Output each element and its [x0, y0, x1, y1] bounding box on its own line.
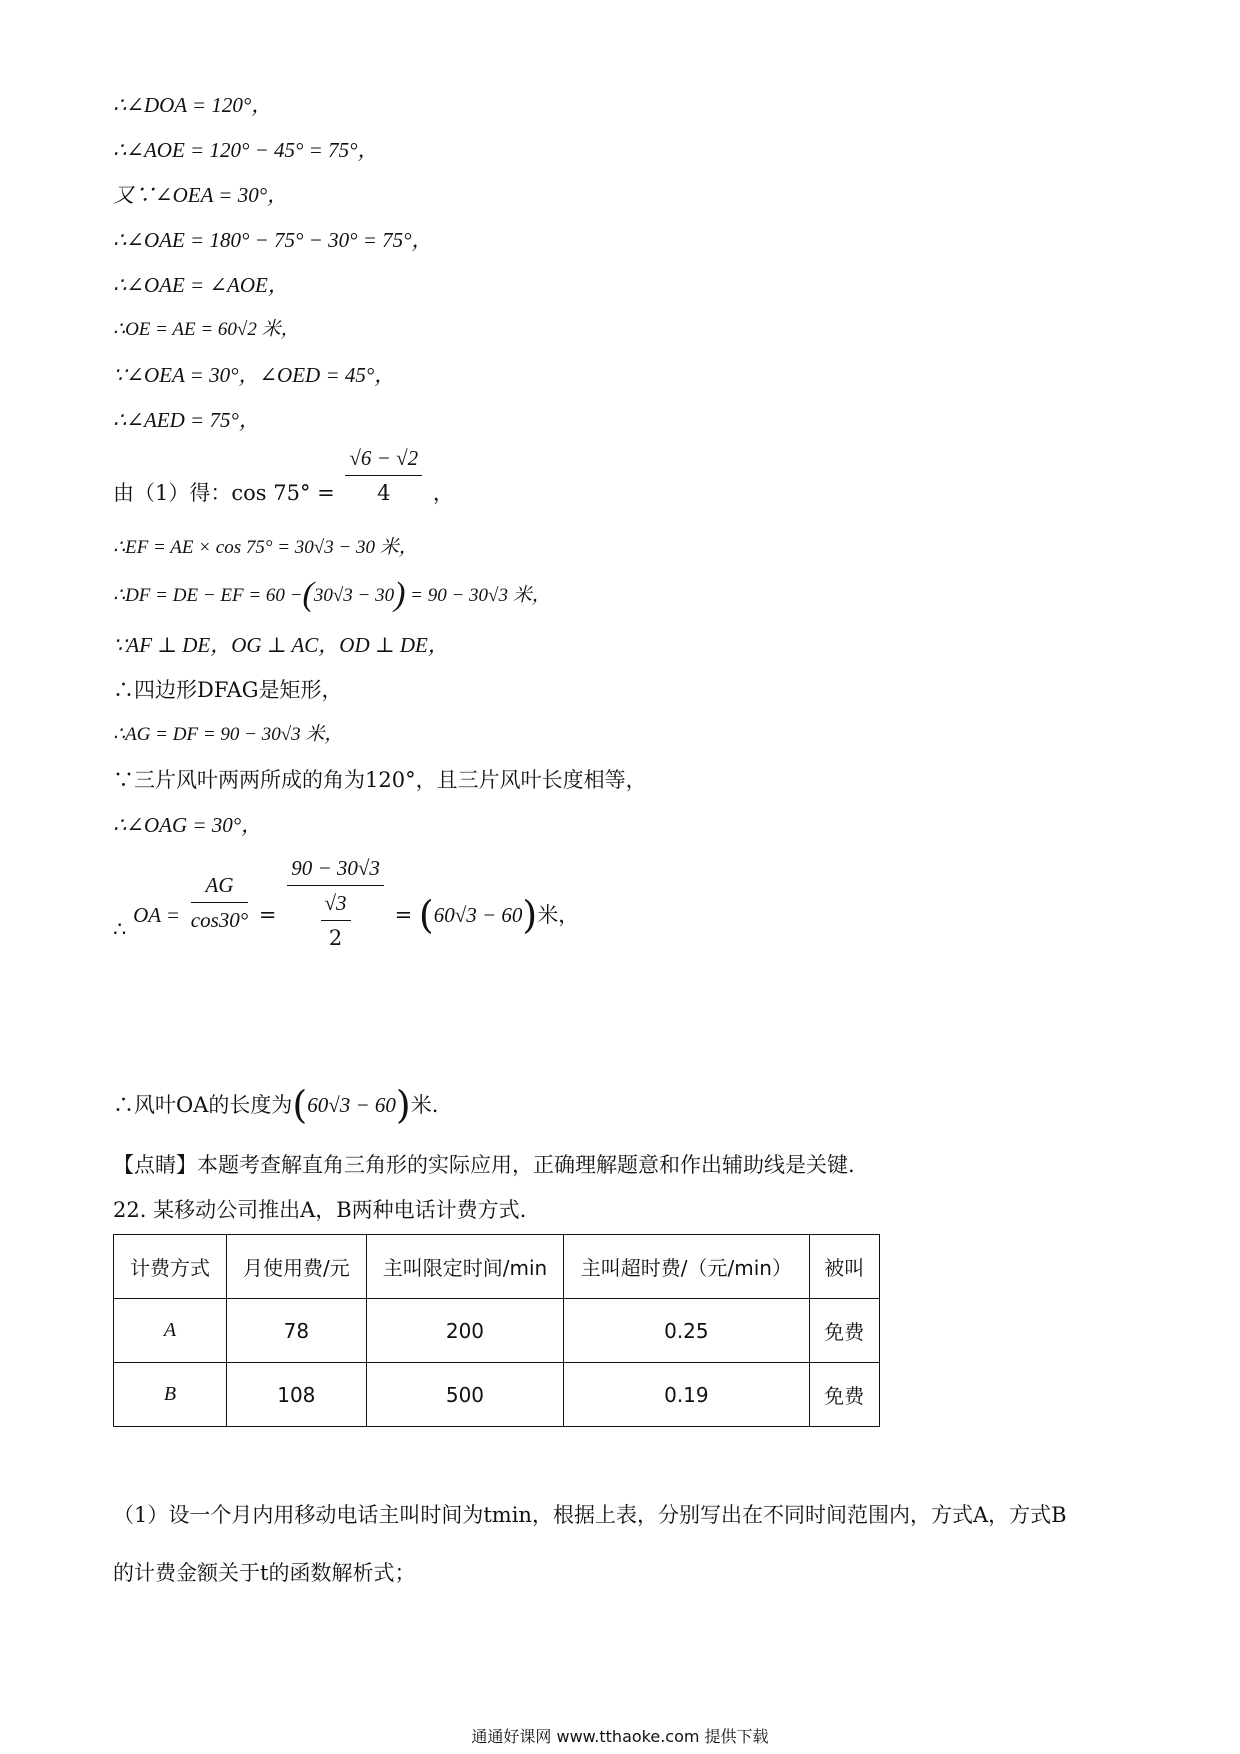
table-cell: 免费	[809, 1363, 879, 1427]
oa-fraction-1-den: cos30°	[190, 908, 249, 932]
table-header-cell: 计费方式	[114, 1235, 227, 1299]
proof-line-11	[113, 576, 551, 613]
oa-result	[418, 893, 580, 937]
paren-open: (	[302, 576, 314, 613]
oa-fraction-2-num: 90 − 30√3	[287, 853, 384, 886]
question-1-line-2: 的计费金额关于t的函数解析式；	[113, 1561, 416, 1585]
table-cell: 78	[226, 1299, 366, 1363]
cos75-denominator: 4	[377, 481, 391, 505]
proof-line-10: ∴EF = AE × cos 75° = 30√3 − 30 米，	[113, 537, 418, 558]
paren-open-3: (	[292, 1083, 308, 1127]
df-part-c: = 90 − 30√3 米，	[410, 585, 551, 606]
proof-line-4: ∴∠OAE = 180° − 75° − 30° = 75°，	[113, 228, 433, 252]
oa-length-unit: 米.	[410, 1093, 439, 1117]
proof-line-14: ∴AG = DF = 90 − 30√3 米，	[113, 724, 344, 745]
proof-line-3: 又∵∠OEA = 30°，	[113, 183, 289, 207]
oa-result-unit: 米，	[537, 903, 580, 927]
oa-fraction-2-inner-num: √3	[321, 888, 351, 921]
table-header-cell: 主叫限定时间/min	[366, 1235, 563, 1299]
fee-table	[113, 1234, 880, 1427]
key-point-note: 【点睛】本题考查解直角三角形的实际应用，正确理解题意和作出辅助线是关键.	[113, 1153, 855, 1177]
table-cell: 0.25	[564, 1299, 809, 1363]
table-cell: 108	[226, 1363, 366, 1427]
proof-line-13: ∴四边形DFAG是矩形，	[113, 678, 343, 702]
cos75-prefix: 由（1）得：cos 75° =	[113, 481, 335, 505]
oa-fraction-1-num: AG	[191, 870, 248, 903]
table-row	[114, 1299, 880, 1363]
proof-line-7: ∵∠OEA = 30°，∠OED = 45°，	[113, 363, 396, 387]
proof-line-18	[113, 1083, 439, 1127]
oa-fraction-2-den	[287, 886, 384, 953]
paren-open-2: (	[418, 893, 434, 937]
oa-length-value: 60√3 − 60	[307, 1093, 396, 1117]
oa-fraction-2	[287, 853, 384, 953]
proof-line-1: ∴∠DOA = 120°，	[113, 93, 273, 117]
df-part-a: ∴DF = DE − EF = 60 −	[113, 585, 303, 606]
cos75-suffix: ，	[432, 481, 454, 505]
oa-equals: OA =	[133, 903, 181, 927]
proof-line-6: ∴OE = AE = 60√2 米，	[113, 319, 300, 340]
table-cell: 0.19	[564, 1363, 809, 1427]
equals-sign-2: =	[394, 903, 413, 927]
table-header-row	[114, 1235, 880, 1299]
proof-line-12: ∵AF ⊥ DE，OG ⊥ AC，OD ⊥ DE，	[113, 633, 449, 657]
table-cell: 500	[366, 1363, 563, 1427]
question-1-line-1: （1）设一个月内用移动电话主叫时间为tmin，根据上表，分别写出在不同时间范围内，方式A，方式B	[113, 1503, 1067, 1527]
oa-fraction-2-inner-den: 2	[328, 925, 343, 950]
paren-close: )	[394, 576, 406, 613]
oa-result-value: 60√3 − 60	[433, 903, 523, 927]
proof-line-16: ∴∠OAG = 30°，	[113, 813, 263, 837]
proof-line-15: ∵三片风叶两两所成的角为120°，且三片风叶长度相等，	[113, 768, 647, 792]
oa-fraction-2-inner	[321, 888, 351, 953]
oa-length-prefix: ∴风叶OA的长度为	[113, 1093, 293, 1117]
cos75-fraction	[345, 443, 422, 508]
table-header-cell: 主叫超时费/（元/min）	[564, 1235, 809, 1299]
cos75-numerator: √6 − √2	[345, 443, 422, 476]
proof-line-9	[113, 446, 454, 508]
page-footer: 通通好课网 www.tthaoke.com 提供下载	[471, 1727, 769, 1746]
proof-line-17	[113, 855, 580, 953]
table-cell: A	[114, 1299, 227, 1363]
paren-close-3: )	[395, 1083, 411, 1127]
proof-line-2: ∴∠AOE = 120° − 45° = 75°，	[113, 138, 379, 162]
table-cell: 免费	[809, 1299, 879, 1363]
equals-sign-1: =	[258, 903, 277, 927]
df-part-b: 30√3 − 30	[313, 585, 395, 606]
therefore-symbol: ∴	[113, 917, 127, 941]
question-22-title: 22. 某移动公司推出A，B两种电话计费方式.	[113, 1198, 527, 1222]
table-cell: B	[114, 1363, 227, 1427]
table-header-cell: 月使用费/元	[226, 1235, 366, 1299]
proof-line-5: ∴∠OAE = ∠AOE，	[113, 273, 289, 297]
table-header-cell: 被叫	[809, 1235, 879, 1299]
oa-fraction-1	[191, 870, 248, 935]
paren-close-2: )	[522, 893, 538, 937]
proof-line-8: ∴∠AED = 75°，	[113, 408, 260, 432]
table-row	[114, 1363, 880, 1427]
table-cell: 200	[366, 1299, 563, 1363]
